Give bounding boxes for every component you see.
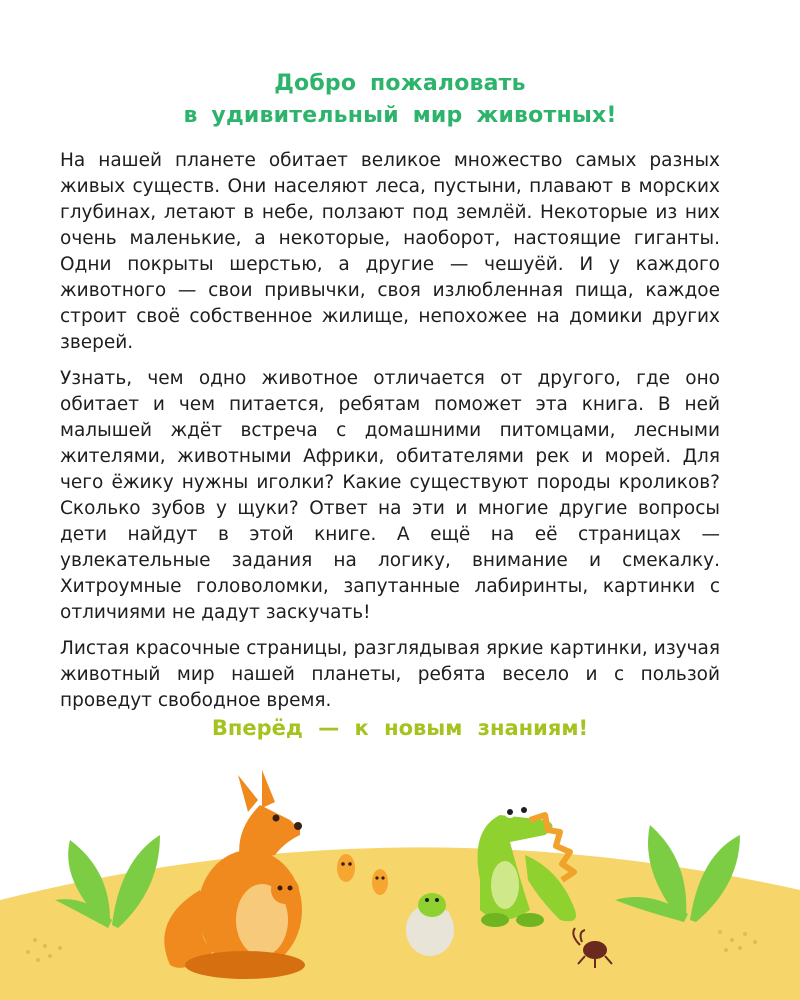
crocodile-icon	[478, 804, 577, 927]
paragraph: Листая красочные страницы, разглядывая яркие картинки, изучая животный мир нашей планеты, ребята весело и с пользой проведут свободное время.	[60, 638, 720, 711]
chick-icon	[372, 869, 388, 895]
chick-icon	[337, 854, 355, 882]
title-line-1: Добро пожаловать	[274, 71, 526, 96]
title-line-2: в удивительный мир животных!	[183, 103, 617, 128]
intro-text	[60, 148, 720, 724]
paragraph: На нашей планете обитает великое множество самых разных живых существ. Они населяют леса, пустыни, плавают в морских глубинах, летают в небе, ползают под землёй. Некоторые из них очень маленькие, а некоторые, наоборот, настоящие гиганты. Одни покрыты шерстью, а другие — чешуёй. И у каждого животного — свои привычки, своя излюбленная пища, каждое строит своё собственное жилище, непохожее на домики других зверей.	[60, 150, 720, 353]
animals-illustration	[0, 760, 800, 1000]
paragraph: Узнать, чем одно животное отличается от другого, где оно обитает и чем питается, ребятам поможет эта книга. В ней малышей ждёт встреча с домашними питомцами, лесными жителями, животными Африки, обитателями рек и морей. Для чего ёжику нужны иголки? Какие существуют породы кроликов? Сколько зубов у щуки? Ответ на эти и многие другие вопросы дети найдут в этой книге. А ещё на её страницах — увлекательные задания на логику, внимание и смекалку. Хитроумные головоломки, запутанные лабиринты, картинки с отличиями не дадут заскучать!	[60, 368, 720, 623]
page-title	[0, 68, 800, 132]
motto-text: Вперёд — к новым знаниям!	[211, 716, 589, 740]
